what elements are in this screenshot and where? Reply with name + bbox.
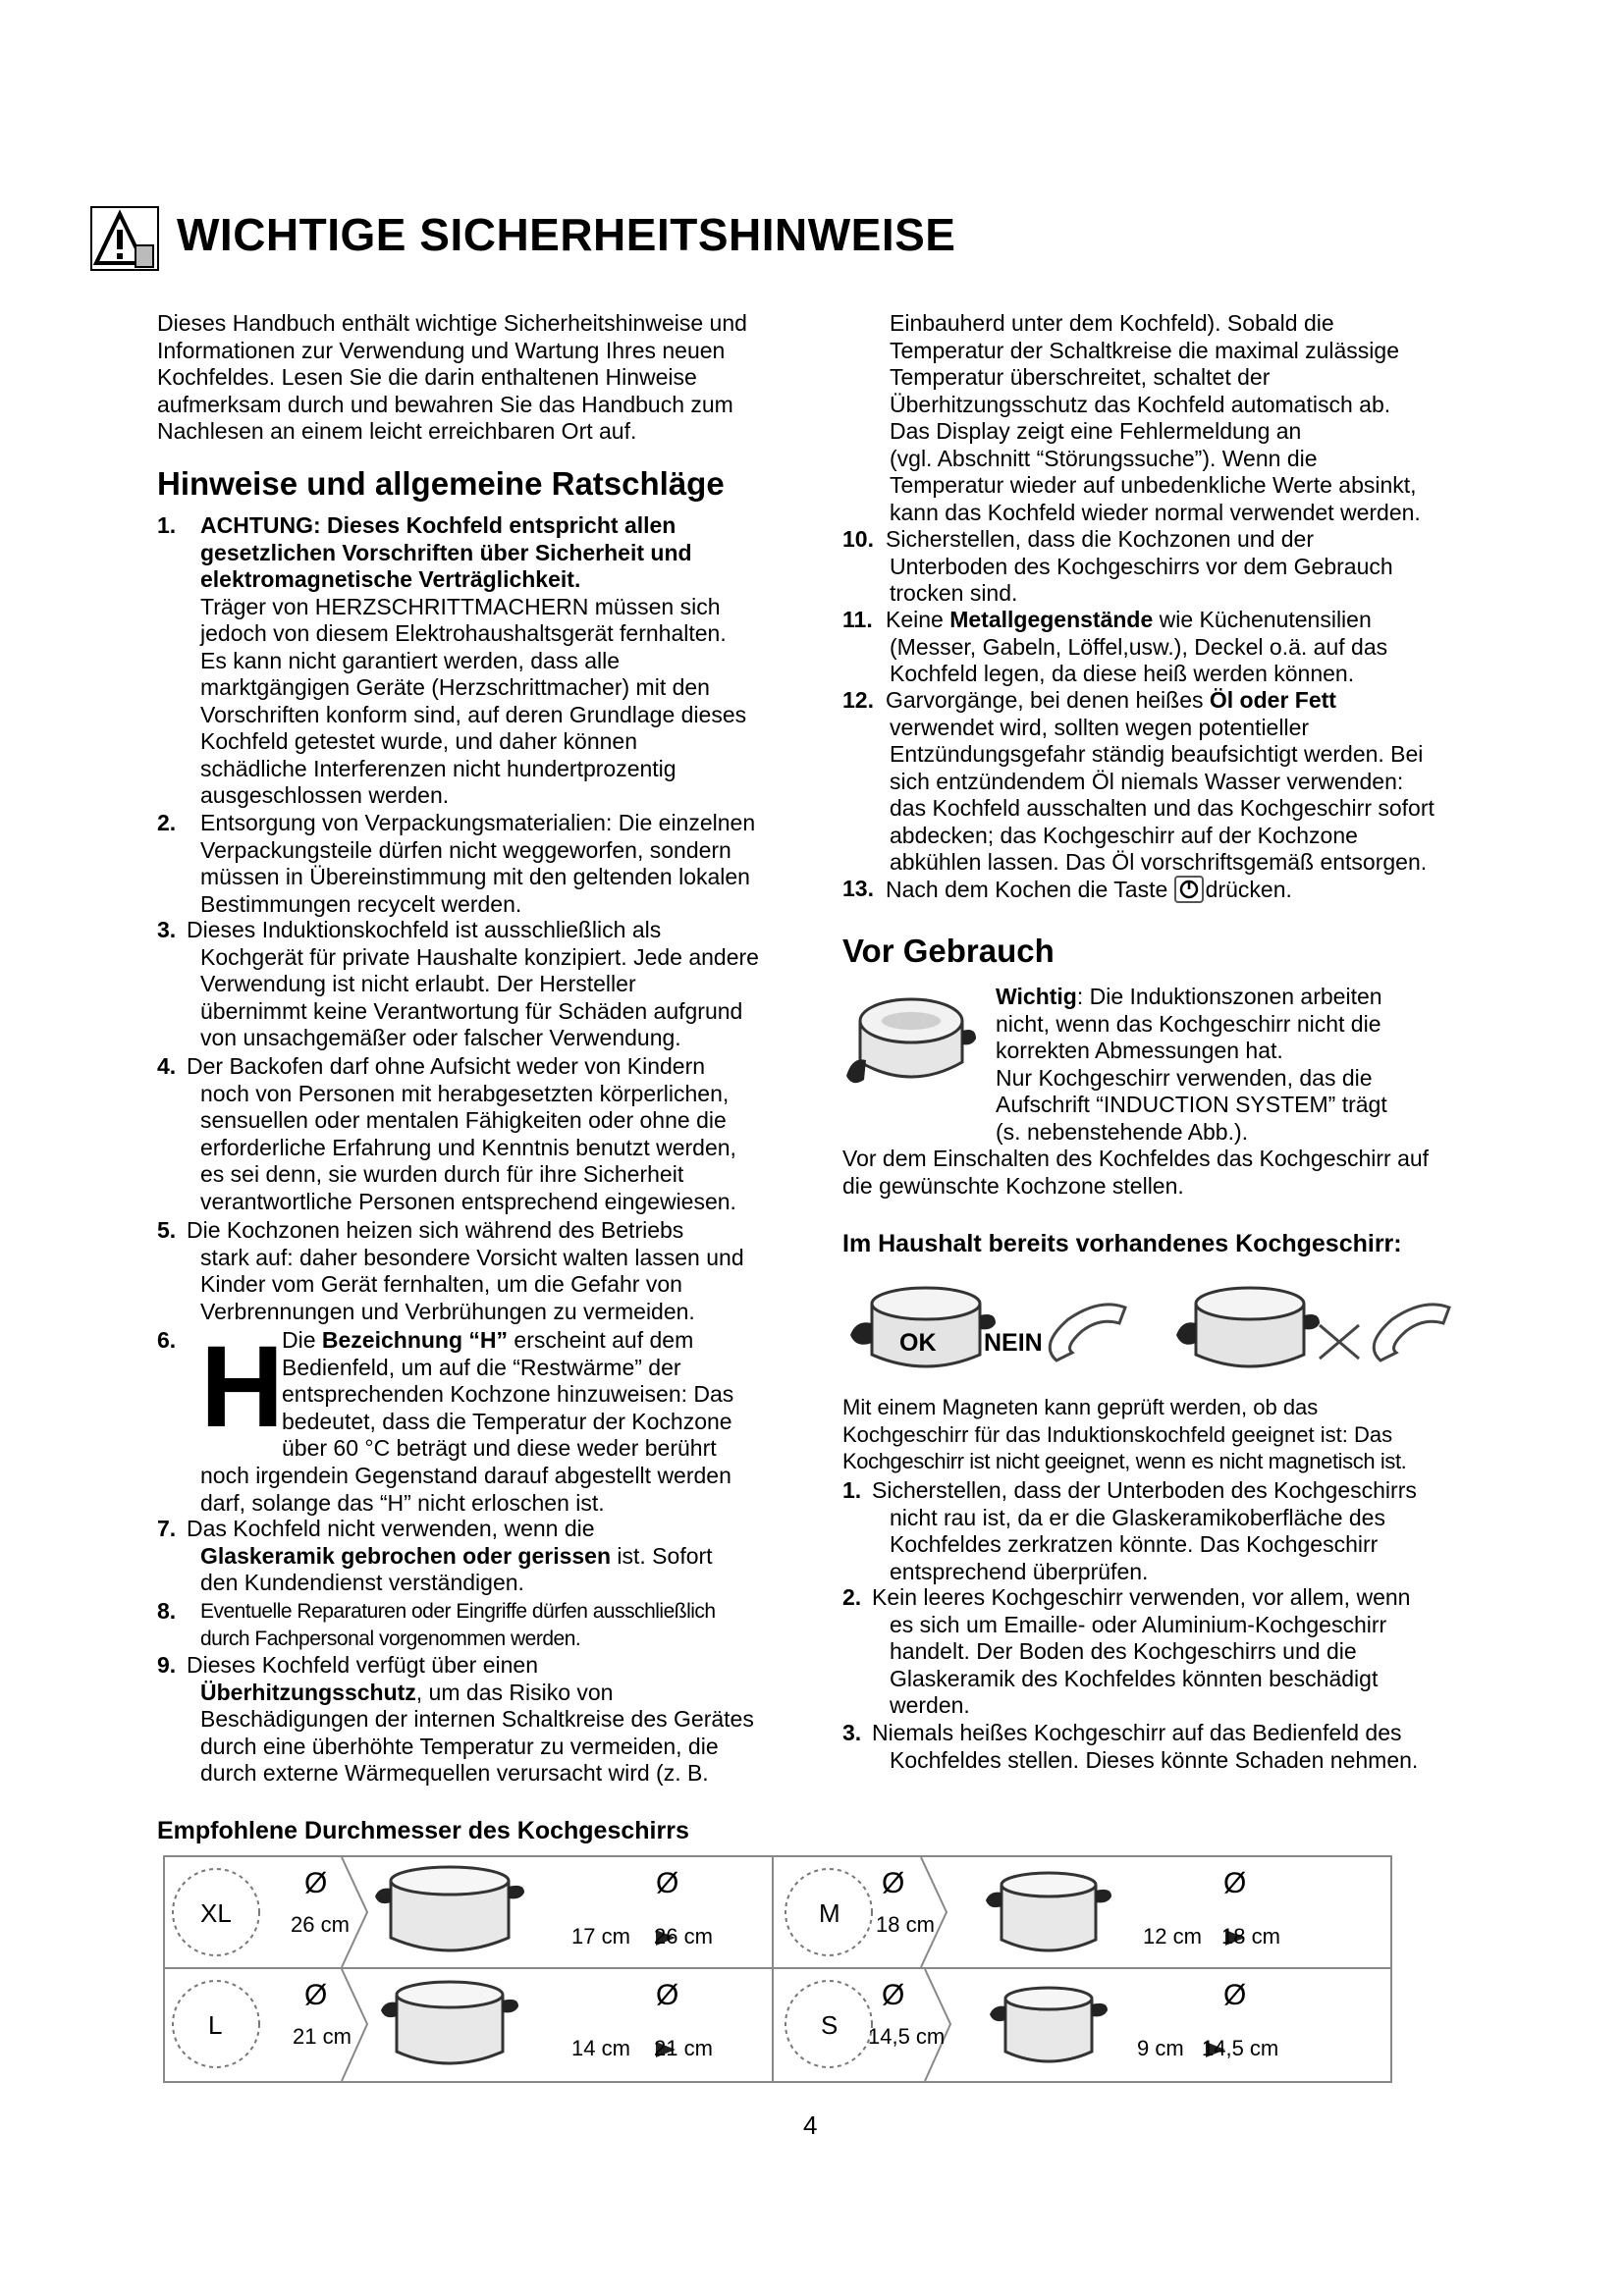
list-item-1: 1. ACHTUNG: Dieses Kochfeld entspricht allen gesetzlichen Vorschriften über Sicherheit und elektromagnetische Verträglichkeit. Träger von HERZSCHRITTMACHERN müssen sich jedoch von diesem Elektrohaushaltsgerät fernhalten. Es kann nicht garantiert werden, dass alle marktgängigen Geräte (Herzschrittmacher) mit den Vorschriften konform sind, auf deren Grundlage dieses Kochfeld getestet wurde, und daher können schädliche Interferenzen nicht hundertprozentig ausgeschlossen werden. (157, 512, 747, 808)
warning-icon (90, 206, 159, 271)
ok-label: OK (899, 1329, 937, 1357)
magnet-test-illustration (842, 1276, 1490, 1382)
section-heading-hinweise: Hinweise und allgemeine Ratschläge (157, 465, 725, 502)
page-title: WICHTIGE SICHERHEITSHINWEISE (177, 209, 956, 260)
zone-cell-s: S Ø 14,5 cm Ø 9 cm 14,5 cm (774, 1969, 1390, 2081)
zone-cell-xl: XL Ø 26 cm Ø 17 cm 26 cm (165, 1857, 772, 1967)
power-off-icon (1174, 876, 1204, 903)
vor-gebrauch-text: Wichtig: Die Induktionszonen arbeiten nicht, wenn das Kochgeschirr nicht die korrekten Abmessungen hat. Nur Kochgeschirr verwenden, das die Aufschrift “INDUCTION SYSTEM” trägt (s. nebenstehende Abb.). (996, 984, 1387, 1145)
section-heading-vor-gebrauch: Vor Gebrauch (842, 933, 1055, 969)
intro-text: Dieses Handbuch enthält wichtige Sicherheitshinweise und Informationen zur Verwendung und Wartung Ihres neuen Kochfeldes. Lesen Sie die darin enthaltenen Hinweise aufmerksam durch und bewahren Sie das Handbuch zum Nachlesen an einem leicht erreichbaren Ort auf. (157, 310, 747, 444)
item-9-continued: Einbauherd unter dem Kochfeld). Sobald die Temperatur der Schaltkreise die maximal zulässige Temperatur überschreitet, schaltet der Überhitzungsschutz das Kochfeld automatisch ab. Das Display zeigt eine Fehlermeldung an (vgl. Abschnitt “Störungssuche”). Wenn die Temperatur wieder auf unbedenkliche Werte absinkt, kann das Kochfeld wieder normal verwendet werden. (890, 310, 1421, 525)
page-number: 4 (803, 2110, 818, 2140)
vor-gebrauch-after: Vor dem Einschalten des Kochfeldes das Kochgeschirr auf die gewünschte Kochzone stellen. (842, 1146, 1430, 1199)
diameter-heading: Empfohlene Durchmesser des Kochgeschirrs (157, 1817, 689, 1844)
haushalt-heading: Im Haushalt bereits vorhandenes Kochgeschirr: (842, 1230, 1402, 1257)
list-item-6: 6. H Die Bezeichnung “H” erscheint auf dem Bedienfeld, um auf die “Restwärme” der entsprechenden Kochzone hinzuweisen: Das bedeutet, dass die Temperatur der Kochzone über 60 °C beträgt und diese weder berührt noch irgendein Gegenstand darauf abgestellt werden darf, solange das “H” nicht erloschen ist. (157, 1322, 734, 1516)
residual-heat-h-symbol: H (200, 1322, 285, 1452)
nein-label: NEIN (984, 1329, 1043, 1357)
induction-pot-illustration (842, 982, 980, 1095)
diameter-table (163, 1855, 1392, 2083)
zone-cell-m: M Ø 18 cm Ø 12 cm 18 cm (774, 1857, 1390, 1967)
zone-cell-l: L Ø 21 cm Ø 14 cm 21 cm (165, 1969, 772, 2081)
magnet-text: Mit einem Magneten kann geprüft werden, ob das Kochgeschirr für das Induktionskochfeld geeignet ist: Das Kochgeschirr ist nicht geeignet, wenn es nicht magnetisch ist. (842, 1395, 1407, 1473)
